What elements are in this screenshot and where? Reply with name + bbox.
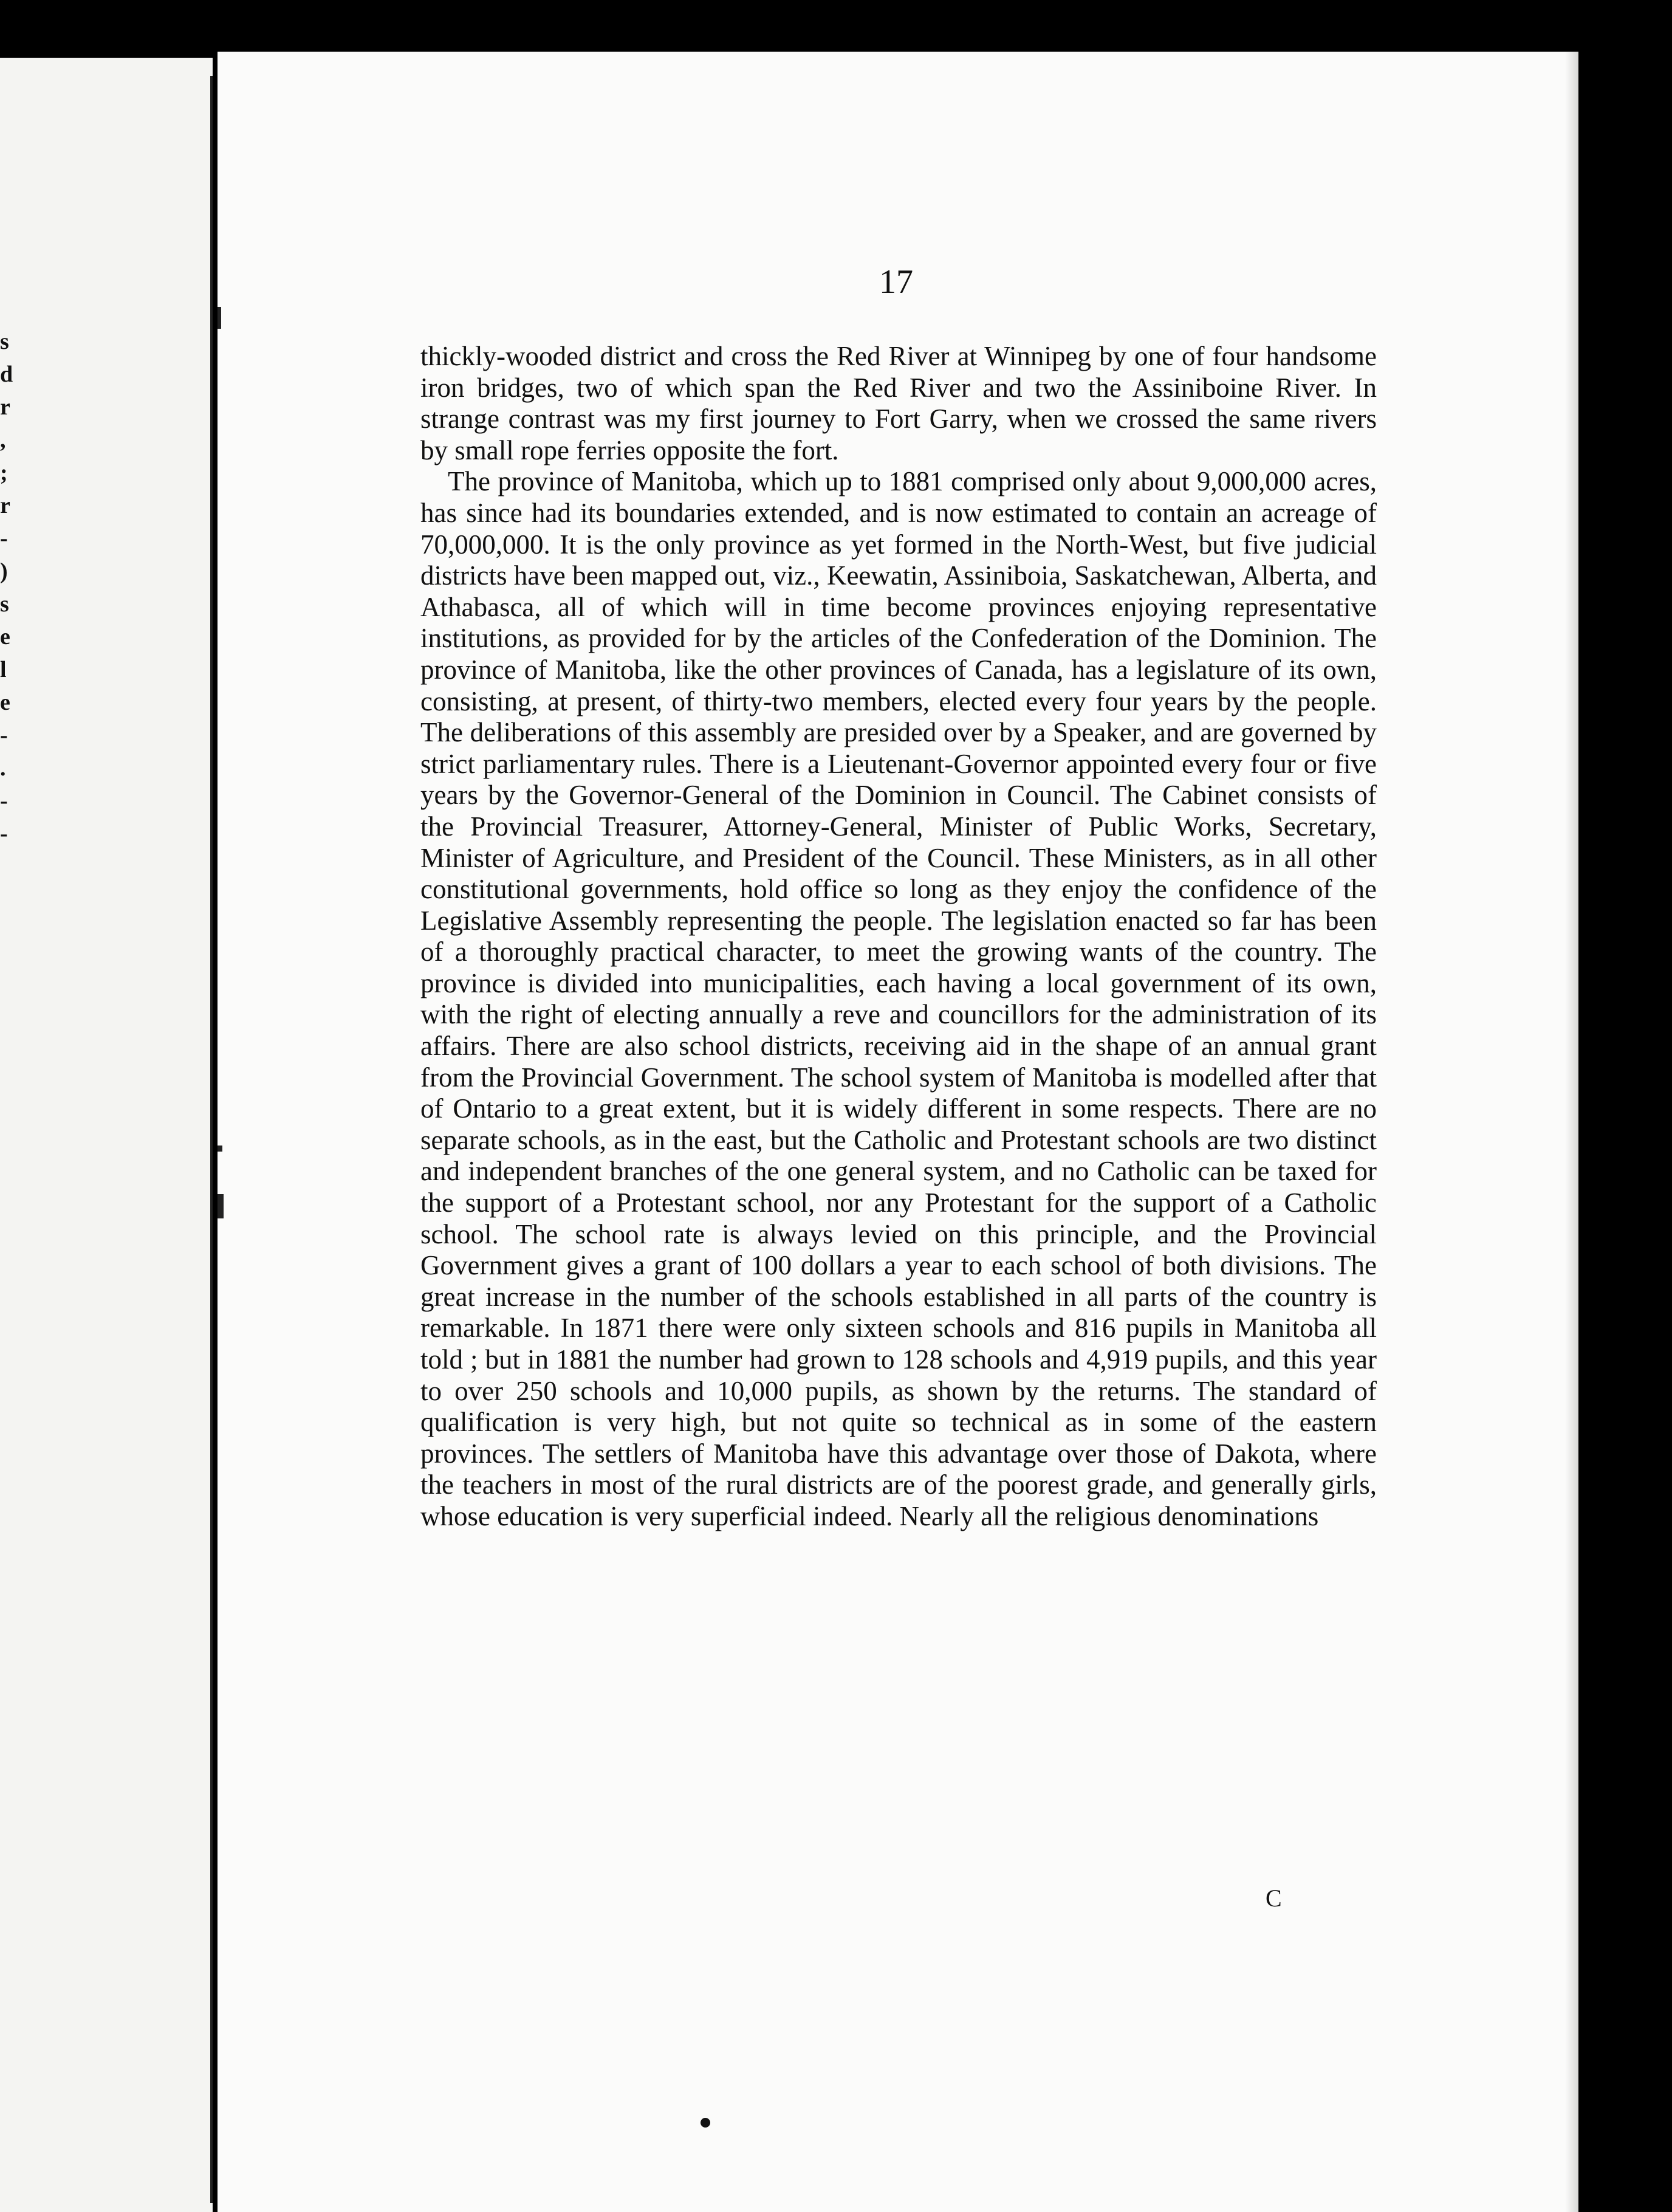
fragment: .	[0, 755, 6, 781]
paragraph: thickly-wooded district and cross the Red River at Winnipeg by one of four handsome iron bridges, two of which span the Red River and two the Assiniboine River. In strange contrast was my first journey to Fort Garry, when we crossed the same rivers by small rope ferries opposite the fort.	[420, 341, 1377, 465]
fragment: e	[0, 690, 10, 715]
fragment: -	[0, 788, 8, 814]
page-gutter	[210, 76, 213, 2203]
fragment: s	[0, 591, 9, 617]
left-page-fragments	[0, 325, 24, 850]
page-number: 17	[879, 263, 913, 301]
fragment: r	[0, 394, 10, 420]
fragment: r	[0, 493, 10, 518]
signature-mark: C	[1266, 1884, 1282, 1912]
fragment: d	[0, 362, 13, 387]
fragment: )	[0, 558, 8, 584]
fragment: -	[0, 526, 8, 551]
margin-mark	[218, 1194, 224, 1218]
fragment: -	[0, 723, 8, 748]
document-page	[218, 52, 1578, 2212]
paragraph: The province of Manitoba, which up to 1881 comprised only about 9,000,000 acres, has since had its boundaries extended, and is now estimated to contain an acreage of 70,000,000. It is the only province as yet formed in the North-West, but five judicial districts have been mapped out, viz., Keewatin, Assiniboia, Saskatchewan, Alberta, and Athabasca, all of which will in time become provinces enjoying representative institutions, as provided for by the articles of the Confederation of the Dominion. The province of Manitoba, like the other provinces of Canada, has a legislature of its own, consisting, at present, of thirty-two members, elected every four years by the people. The deliberations of this assembly are presided over by a Speaker, and are governed by strict parliamentary rules. There is a Lieutenant-Governor appointed every four or five years by the Governor-General of the Dominion in Council. The Cabinet consists of the Provincial Treasurer, Attorney-General, Minister of Public Works, Secretary, Minister of Agriculture, and President of the Council. These Ministers, as in all other constitutional governments, hold office so long as they enjoy the confidence of the Legislative Assembly representing the people. The legislation enacted so far has been of a thoroughly practical character, to meet the growing wants of the country. The province is divided into municipalities, each having a local government of its own, with the right of electing annually a reve and councillors for the administration of its affairs. There are also school districts, receiving aid in the shape of an annual grant from the Provincial Government. The school system of Manitoba is modelled after that of Ontario to a great extent, but it is widely different in some respects. There are no separate schools, as in the east, but the Catholic and Protestant schools are two distinct and independent branches of the one general system, and no Catholic can be taxed for the support of a Protestant school, nor any Protestant for the support of a Catholic school. The school rate is always levied on this principle, and the Provincial Government gives a grant of 100 dollars a year to each school of both divisions. The great increase in the number of the schools established in all parts of the country is remarkable. In 1871 there were only sixteen schools and 816 pupils in Manitoba all told ; but in 1881 the number had grown to 128 schools and 4,919 pupils, and this year to over 250 schools and 10,000 pupils, as shown by the returns. The standard of qualification is very high, but not quite so technical as in some of the eastern provinces. The settlers of Manitoba have this advantage over those of Dakota, where the teachers in most of the rural districts are of the poorest grade, and generally girls, whose education is very superficial indeed. Nearly all the religious denominations	[420, 466, 1377, 1531]
margin-mark	[218, 307, 221, 329]
ink-dot	[701, 2118, 710, 2128]
fragment: ,	[0, 427, 6, 453]
page-edge-shadow	[1565, 52, 1578, 2212]
fragment: l	[0, 657, 7, 682]
left-page-edge	[0, 58, 213, 2212]
fragment: e	[0, 624, 10, 650]
body-text	[420, 341, 1377, 1533]
fragment: ;	[0, 460, 8, 486]
fragment: s	[0, 329, 9, 354]
fragment: -	[0, 821, 8, 847]
margin-mark	[218, 1146, 222, 1152]
